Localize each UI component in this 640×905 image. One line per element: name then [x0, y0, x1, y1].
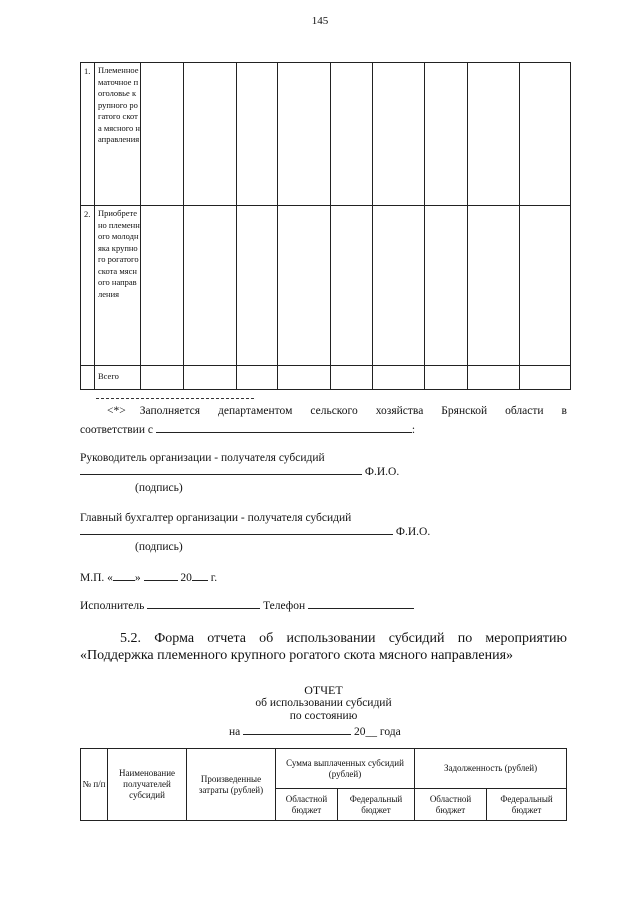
row-number — [81, 366, 95, 390]
report-subtitle: об использовании субсидий — [255, 697, 392, 709]
footnote-line-2: соответствии с : — [80, 424, 416, 436]
month-field[interactable] — [144, 570, 178, 581]
col-name-header: Наименование получателей субсидий — [108, 749, 187, 821]
stamp-line: М.П. « » 20 г. — [80, 572, 218, 584]
table-row — [81, 206, 571, 366]
head-signature-line — [80, 464, 399, 478]
date-field[interactable] — [243, 724, 351, 735]
signature-hint: (подпись) — [135, 541, 183, 553]
signature-field[interactable] — [80, 524, 393, 535]
row-number: 2. — [81, 206, 95, 366]
row-name: Всего — [95, 366, 141, 390]
row-name: Приобретено племенного молодняка крупного рогатого скота мясного направления — [95, 206, 141, 366]
report-title: ОТЧЕТ — [304, 683, 343, 697]
head-label: Руководитель организации - получателя субсидий — [80, 452, 325, 464]
footnote-line — [107, 405, 567, 417]
executor-line: Исполнитель Телефон — [80, 598, 414, 612]
day-field[interactable] — [113, 570, 135, 581]
report-table — [80, 748, 567, 821]
year-field[interactable] — [192, 570, 208, 581]
row-name: Племенное маточное поголовье крупного рогатого скота мясного направления — [95, 63, 141, 206]
section-heading-2: «Поддержка племенного крупного рогатого скота мясного направления» — [80, 648, 514, 663]
blank-line[interactable] — [156, 422, 412, 433]
signature-field[interactable] — [80, 464, 362, 475]
table-row — [81, 63, 571, 206]
col-paid-header: Сумма выплаченных субсидий (рублей) — [276, 749, 415, 789]
accountant-label: Главный бухгалтер организации - получателя субсидий — [80, 512, 352, 524]
table-row-total — [81, 366, 571, 390]
accountant-signature-line — [80, 524, 430, 538]
report-date-line: на 20__ года — [229, 726, 401, 738]
footnote-mark: <*> — [107, 405, 126, 417]
signature-hint: (подпись) — [135, 482, 183, 494]
report-subtitle-2: по состоянию — [289, 710, 358, 722]
sub-federal-header: Федеральный бюджет — [487, 789, 567, 821]
fio-label: Ф.И.О. — [364, 466, 400, 478]
fio-label: Ф.И.О. — [395, 526, 431, 538]
col-debt-header: Задолженность (рублей) — [415, 749, 567, 789]
sub-regional-header: Областной бюджет — [415, 789, 487, 821]
executor-field[interactable] — [147, 598, 260, 609]
row-number: 1. — [81, 63, 95, 206]
col-num-header: № п/п — [81, 749, 108, 821]
footnote-separator — [96, 398, 254, 399]
footnote-text: Заполняется департаментом сельского хозяйства Брянской области в — [139, 405, 567, 417]
page-number: 145 — [311, 15, 329, 27]
section-heading: 5.2. Форма отчета об использовании субсидий по мероприятию — [120, 631, 567, 646]
sub-regional-header: Областной бюджет — [276, 789, 338, 821]
phone-field[interactable] — [308, 598, 414, 609]
col-costs-header: Произведенные затраты (рублей) — [187, 749, 276, 821]
subsidy-table — [80, 62, 571, 390]
sub-federal-header: Федеральный бюджет — [338, 789, 415, 821]
